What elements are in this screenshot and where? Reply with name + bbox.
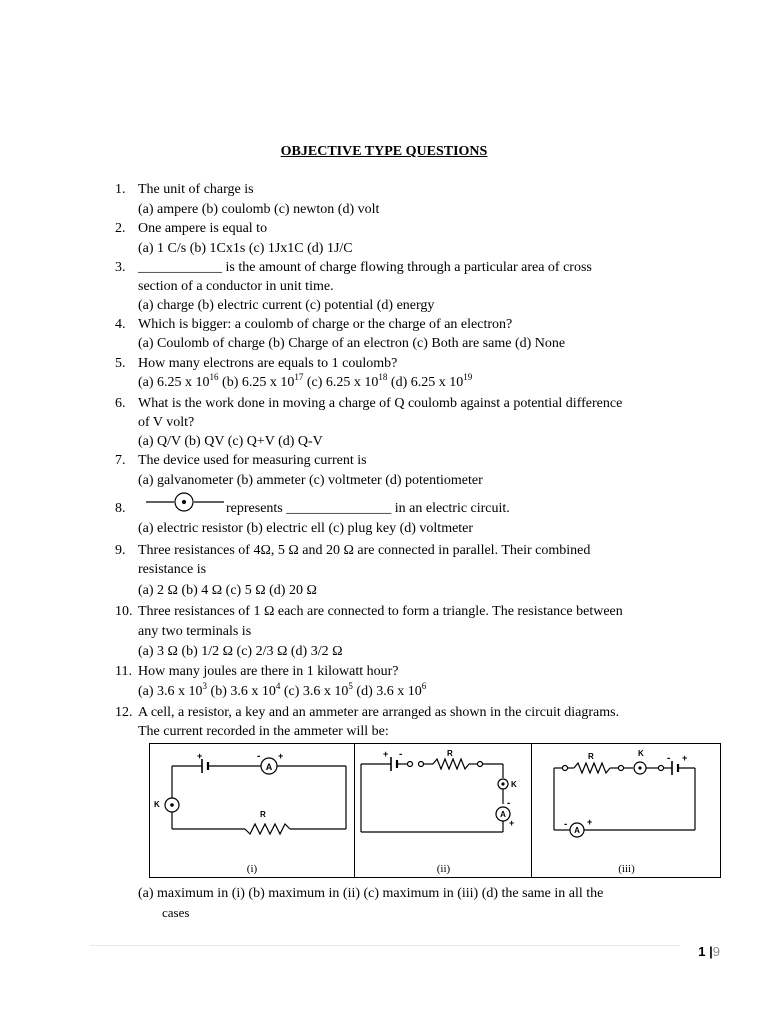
key-label: K (511, 780, 517, 789)
resistor-label: R (588, 752, 594, 761)
circuit-i (150, 744, 354, 877)
minus-sign: - (564, 819, 568, 830)
footer-divider (90, 945, 680, 946)
question-text: Three resistances of 4Ω, 5 Ω and 20 Ω are connected in parallel. Their combined (138, 543, 591, 558)
question-number: 1. (115, 182, 126, 197)
circuit-iii-drawing (532, 744, 721, 864)
circuit-ii (354, 744, 532, 877)
plus-sign: + (278, 751, 284, 761)
page-separator: | (705, 944, 713, 959)
option-text: (a) 3.6 x 10 (138, 684, 203, 699)
question-options: (a) galvanometer (b) ammeter (c) voltmeter (d) potentiometer (138, 473, 483, 488)
circuit-iii (531, 744, 721, 877)
page-title: OBJECTIVE TYPE QUESTIONS (280, 144, 488, 159)
circuit-label: (i) (246, 863, 258, 875)
question-text: The device used for measuring current is (138, 453, 367, 468)
question-text: A cell, a resistor, a key and an ammeter are arranged as shown in the circuit diagrams. (138, 705, 620, 720)
exponent: 17 (294, 372, 304, 382)
question-number: 5. (115, 356, 126, 371)
question-text: Three resistances of 1 Ω each are connected to form a triangle. The resistance between (138, 604, 623, 619)
key-label: K (638, 749, 644, 758)
ammeter-label: A (574, 826, 580, 835)
question-text: How many joules are there in 1 kilowatt hour? (138, 664, 399, 679)
question-options: (a) 2 Ω (b) 4 Ω (c) 5 Ω (d) 20 Ω (138, 583, 317, 598)
question-text-continued: any two terminals is (138, 624, 252, 639)
plus-sign: + (197, 751, 203, 761)
circuit-label: (iii) (618, 863, 635, 875)
exponent: 6 (421, 681, 427, 691)
question-number: 4. (115, 317, 126, 332)
circuit-diagrams (149, 743, 721, 878)
question-options-continued: cases (162, 905, 190, 920)
option-text: (c) 3.6 x 10 (280, 684, 349, 699)
question-text: ____________ is the amount of charge flowing through a particular area of cross (138, 260, 592, 275)
resistor-label: R (447, 749, 453, 758)
question-options (138, 683, 426, 701)
question-options: (a) 3 Ω (b) 1/2 Ω (c) 2/3 Ω (d) 3/2 Ω (138, 644, 343, 659)
question-text: The unit of charge is (138, 182, 254, 197)
question-options: (a) 1 C/s (b) 1Cx1s (c) 1Jx1C (d) 1J/C (138, 241, 353, 256)
plus-sign: + (509, 818, 515, 828)
question-text-continued: resistance is (138, 562, 207, 577)
plus-sign: + (383, 749, 389, 759)
key-label: K (154, 800, 160, 809)
ammeter-label: A (265, 762, 273, 772)
minus-sign: - (507, 798, 511, 809)
question-text: Which is bigger: a coulomb of charge or the charge of an electron? (138, 317, 513, 332)
question-text-continued: The current recorded in the ammeter will be: (138, 724, 389, 739)
question-number: 3. (115, 260, 126, 275)
option-text: (b) 6.25 x 10 (218, 375, 295, 390)
question-options: (a) Coulomb of charge (b) Charge of an electron (c) Both are same (d) None (138, 336, 566, 351)
exponent: 16 (209, 372, 219, 382)
question-text: What is the work done in moving a charge of Q coulomb against a potential difference (138, 396, 623, 411)
plus-sign: + (587, 817, 593, 827)
question-options: (a) ampere (b) coulomb (c) newton (d) volt (138, 202, 380, 217)
plus-sign: + (682, 753, 688, 763)
option-text: (d) 6.25 x 10 (387, 375, 464, 390)
question-options (138, 374, 472, 392)
circuit-label: (ii) (436, 863, 451, 875)
minus-sign: - (257, 751, 261, 762)
question-number: 9. (115, 543, 126, 558)
question-number: 12. (115, 705, 133, 720)
question-text: How many electrons are equals to 1 coulomb? (138, 356, 398, 371)
question-options: (a) electric resistor (b) electric ell (c) plug key (d) voltmeter (138, 521, 474, 536)
question-options: (a) maximum in (i) (b) maximum in (ii) (c) maximum in (iii) (d) the same in all the (138, 886, 604, 901)
exponent: 5 (348, 681, 353, 691)
minus-sign: - (667, 753, 671, 764)
question-number: 7. (115, 453, 126, 468)
option-text: (c) 6.25 x 10 (303, 375, 379, 390)
circuit-i-drawing (150, 744, 354, 864)
option-text: (b) 3.6 x 10 (207, 684, 276, 699)
question-number: 10. (115, 604, 133, 619)
question-options: (a) Q/V (b) QV (c) Q+V (d) Q-V (138, 434, 323, 449)
exponent: 3 (202, 681, 208, 691)
option-text: (d) 3.6 x 10 (352, 684, 422, 699)
question-text-continued: section of a conductor in unit time. (138, 279, 334, 294)
question-text-continued: of V volt? (138, 415, 195, 430)
question-text: represents _______________ in an electric circuit. (226, 501, 510, 516)
minus-sign: - (399, 749, 403, 760)
exponent: 19 (463, 372, 473, 382)
question-number: 11. (115, 664, 132, 679)
resistor-label: R (260, 810, 266, 819)
exponent: 18 (378, 372, 388, 382)
question-number: 8. (115, 501, 126, 516)
question-number: 2. (115, 221, 126, 236)
question-options: (a) charge (b) electric current (c) potential (d) energy (138, 298, 435, 313)
page-number: 1 (698, 944, 706, 959)
circuit-ii-drawing (355, 744, 532, 864)
page-footer (698, 944, 720, 959)
question-text: One ampere is equal to (138, 221, 268, 236)
page-total: 9 (712, 944, 720, 959)
exponent: 4 (275, 681, 281, 691)
ammeter-label: A (500, 810, 506, 819)
option-text: (a) 6.25 x 10 (138, 375, 210, 390)
question-number: 6. (115, 396, 126, 411)
plug-key-symbol (146, 492, 224, 512)
